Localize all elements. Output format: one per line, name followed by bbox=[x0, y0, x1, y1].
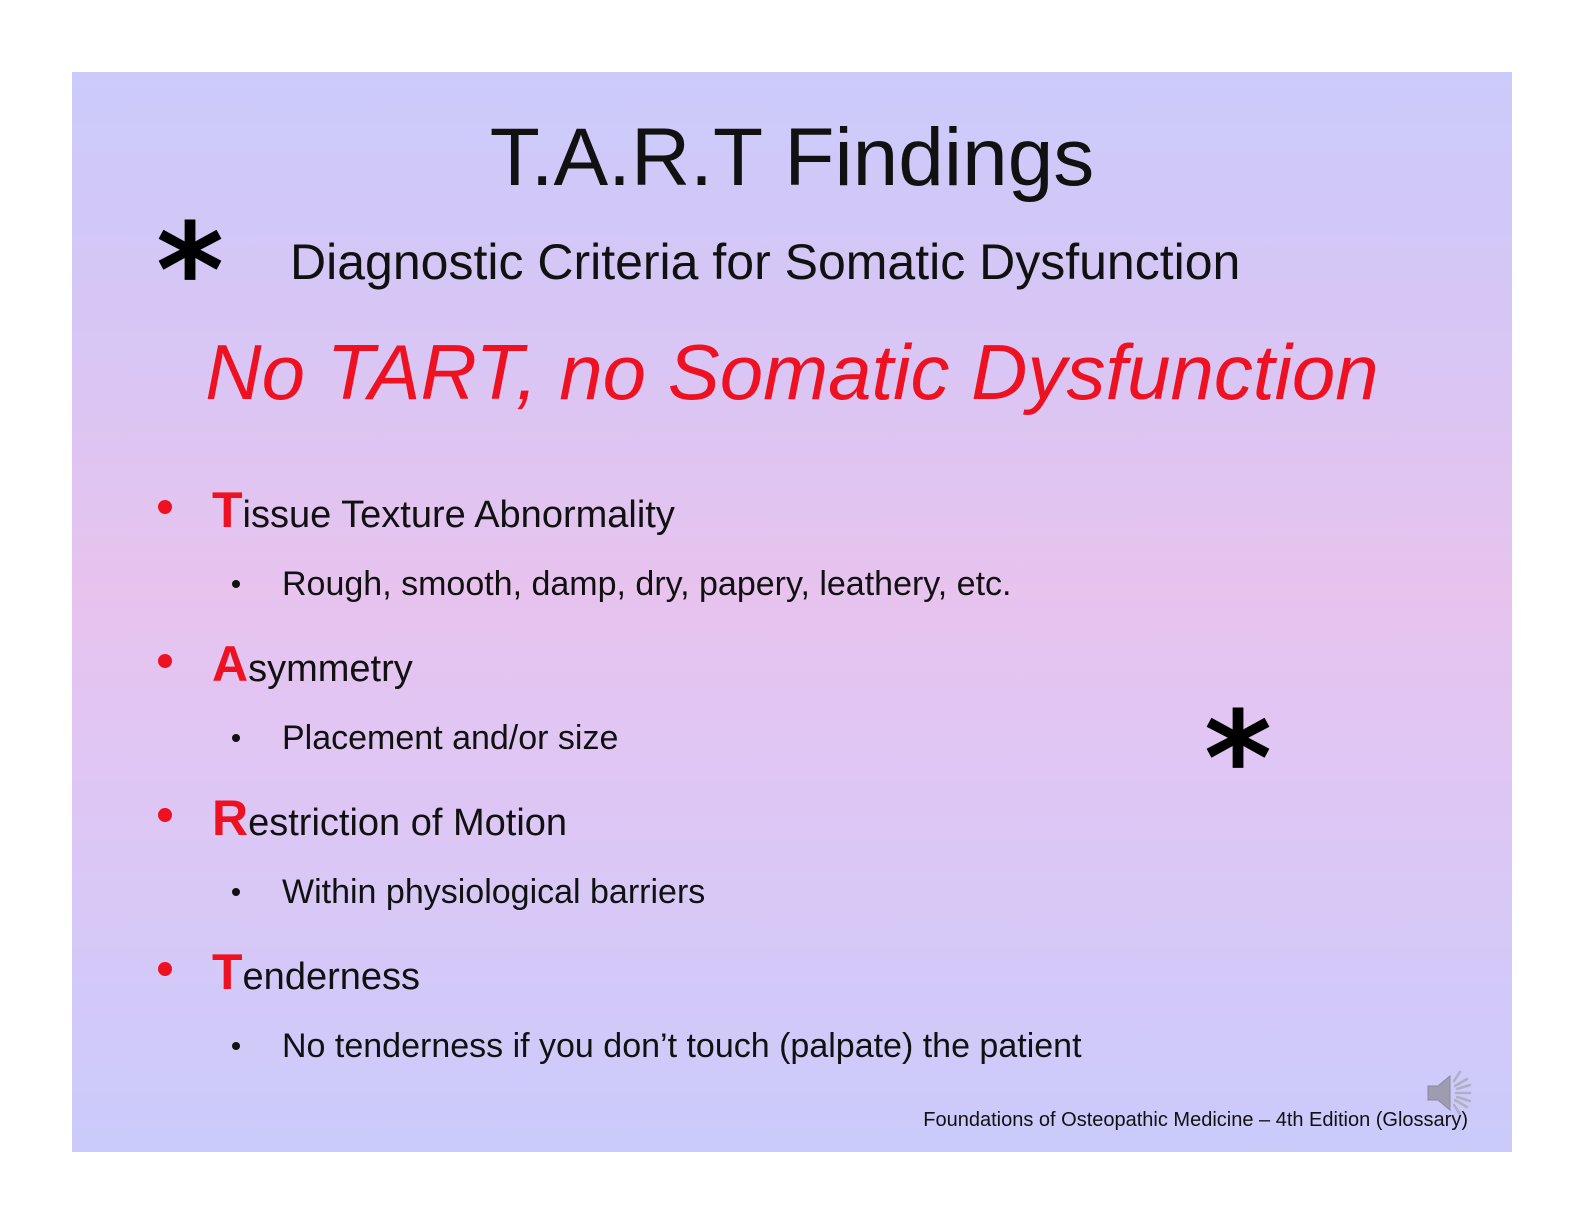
sub-bullet-icon bbox=[232, 1042, 240, 1050]
list-item-tenderness bbox=[158, 944, 1258, 1098]
bullet-icon bbox=[158, 962, 172, 976]
tart-list bbox=[158, 482, 1258, 1098]
list-item-rest: issue Texture Abnormality bbox=[242, 494, 675, 536]
acronym-letter: T bbox=[212, 482, 243, 538]
bullet-icon bbox=[158, 654, 172, 668]
list-item-rest: symmetry bbox=[248, 648, 413, 690]
list-item-tissue bbox=[158, 482, 1258, 636]
sub-item-text: No tenderness if you don’t touch (palpate) the patient bbox=[282, 1027, 1082, 1065]
list-item-rest: estriction of Motion bbox=[248, 802, 568, 844]
sub-bullet-icon bbox=[232, 580, 240, 588]
tagline: No TART, no Somatic Dysfunction bbox=[205, 328, 1379, 416]
acronym-letter: T bbox=[212, 944, 243, 1000]
footnote-citation: Foundations of Osteopathic Medicine – 4th Edition (Glossary) bbox=[923, 1109, 1468, 1131]
list-item-rest: enderness bbox=[242, 956, 421, 998]
sub-item-text: Within physiological barriers bbox=[282, 873, 706, 911]
slide bbox=[72, 72, 1512, 1152]
list-item-label bbox=[212, 944, 420, 1005]
list-item-label bbox=[212, 482, 675, 543]
slide-title: T.A.R.T Findings bbox=[489, 112, 1095, 203]
asterisk-icon: * bbox=[156, 195, 224, 347]
slide-subtitle: Diagnostic Criteria for Somatic Dysfunction bbox=[290, 234, 1241, 290]
bullet-icon bbox=[158, 808, 172, 822]
list-item-label bbox=[212, 790, 567, 851]
sub-bullet-icon bbox=[232, 734, 240, 742]
sub-item-text: Placement and/or size bbox=[282, 719, 619, 757]
sub-bullet-icon bbox=[232, 888, 240, 896]
list-item-restriction bbox=[158, 790, 1258, 944]
sub-item-text: Rough, smooth, damp, dry, papery, leathery, etc. bbox=[282, 565, 1012, 603]
list-item-asymmetry bbox=[158, 636, 1258, 790]
list-item-label bbox=[212, 636, 413, 697]
acronym-letter: R bbox=[212, 790, 249, 846]
bullet-icon bbox=[158, 500, 172, 514]
asterisk-icon: * bbox=[1204, 683, 1272, 835]
acronym-letter: A bbox=[212, 636, 249, 692]
